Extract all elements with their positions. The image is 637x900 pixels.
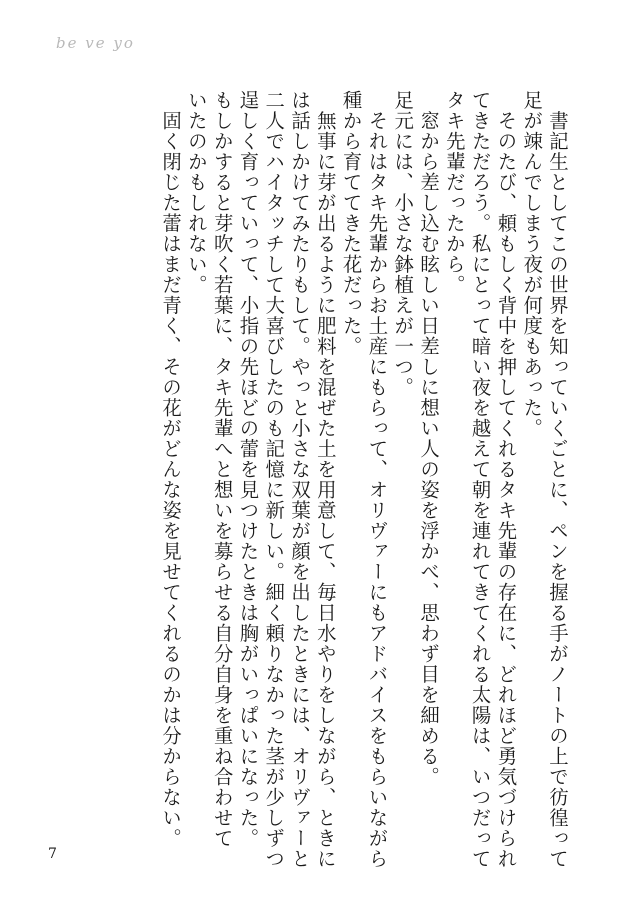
text-line: もしかすると芽吹く若葉に、タキ先輩へと想いを募らせる自分自身を重ね合わせて: [210, 90, 234, 849]
text-line: てきただろう。私にとって暗い夜を越えて朝を連れてきてくれる太陽は、いつだって: [468, 90, 492, 869]
text-line: 固く閉じた蕾はまだ青く、その花がどんな姿を見せてくれるのかは分からない。: [159, 90, 183, 849]
text-line: いたのかもしれない。: [184, 90, 208, 295]
text-line: は話しかけてみたりもして。やっと小さな双葉が顔を出したときには、オリヴァーと: [288, 90, 312, 869]
text-line: 窓から差し込む眩しい日差しに想い人の姿を浮かべ、思わず目を細める。: [417, 90, 441, 787]
text-line: 足が竦んでしまう夜が何度もあった。: [520, 90, 544, 439]
text-line: 二人でハイタッチして大喜びしたのも記憶に新しい。細く頼りなかった茎が少しずつ: [262, 90, 286, 869]
text-line: 無事に芽が出るように肥料を混ぜた土を用意して、毎日水やりをしながら、ときに: [313, 90, 337, 869]
header-script-mark: be ve yo: [56, 34, 135, 52]
text-line: タキ先輩だったから。: [442, 90, 466, 295]
text-line: そのたび、頼もしく背中を押してくれるタキ先輩の存在に、どれほど勇気づけられ: [494, 90, 518, 869]
text-line: それはタキ先輩からお土産にもらって、オリヴァーにもアドバイスをもらいながら: [365, 90, 389, 869]
page-number: 7: [48, 846, 57, 862]
text-line: 足元には、小さな鉢植えが一つ。: [391, 90, 415, 398]
vertical-text-block: [70, 90, 570, 869]
text-line: 書記生としてこの世界を知っていくごとに、ペンを握る手がノートの上で彷徨って: [546, 90, 569, 869]
text-line: 逞しく育っていって、小指の先ほどの蕾を見つけたときは胸がいっぱいになった。: [236, 90, 260, 849]
text-line: 種から育ててきた花だった。: [339, 90, 363, 357]
